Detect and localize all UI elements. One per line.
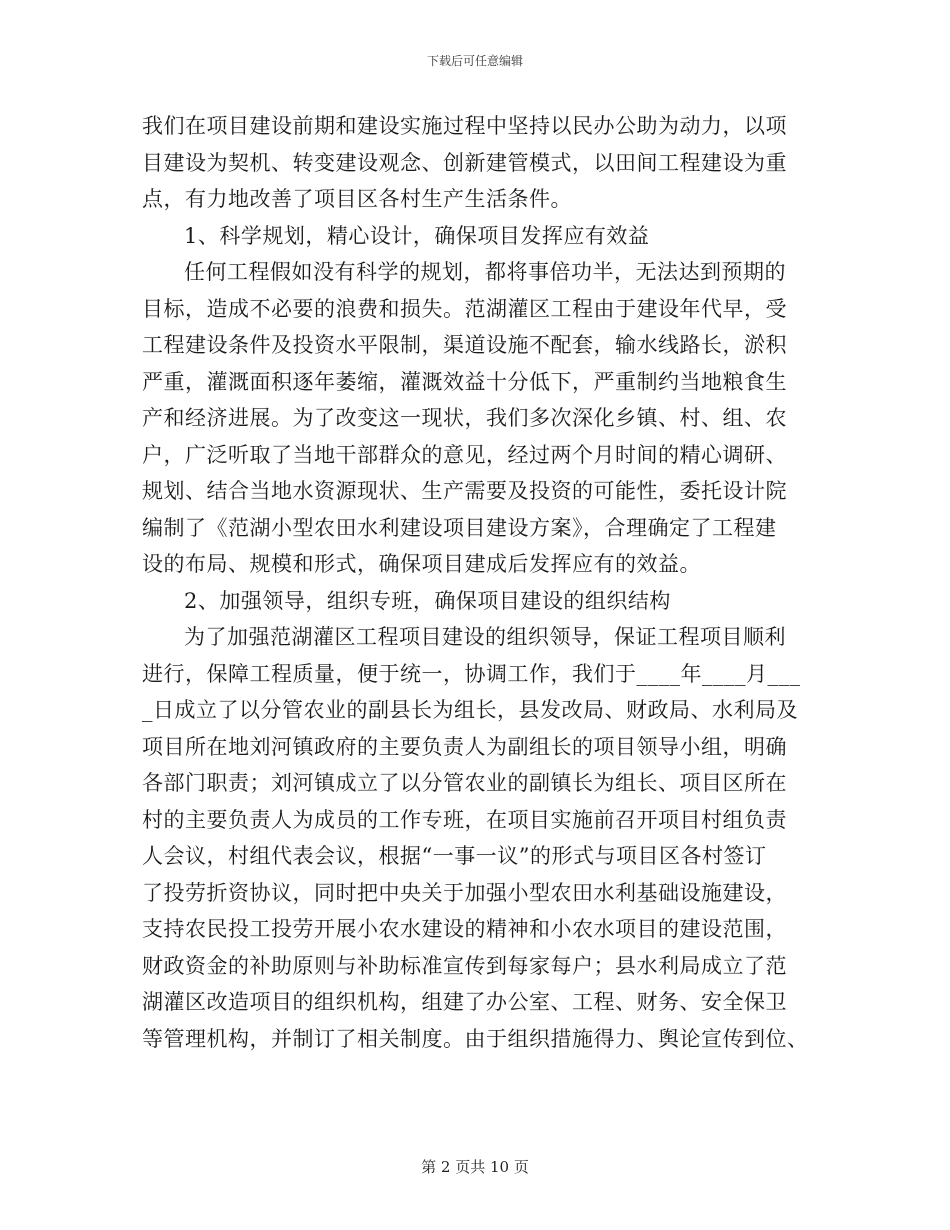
body-line: 支持农民投工投劳开展小农水建设的精神和小农水项目的建设范围， xyxy=(142,917,787,941)
body-line: 我们在项目建设前期和建设实施过程中坚持以民办公助为动力，以项 xyxy=(142,114,787,138)
body-line: 规划、结合当地水资源现状、生产需要及投资的可能性，委托设计院 xyxy=(142,479,787,503)
body-line: 项目所在地刘河镇政府的主要负责人为副组长的项目领导小组，明确 xyxy=(142,734,787,759)
section-heading-2: 2、加强领导，组织专班，确保项目建设的组织结构 xyxy=(184,588,671,613)
body-line: 目建设为契机、转变建设观念、创新建管模式，以田间工程建设为重 xyxy=(142,150,787,175)
body-line: 湖灌区改造项目的组织机构，组建了办公室、工程、财务、安全保卫 xyxy=(142,990,787,1014)
body-line: 目标，造成不必要的浪费和损失。范湖灌区工程由于建设年代早，受 xyxy=(142,296,787,321)
document-body xyxy=(142,108,808,1057)
page-number-footer: 第 2 页共 10 页 xyxy=(421,1158,529,1176)
body-line: 等管理机构，并制订了相关制度。由于组织措施得力、舆论宣传到位、 xyxy=(142,1026,809,1051)
body-line: 了投劳折资协议，同时把中央关于加强小型农田水利基础设施建设， xyxy=(142,880,787,905)
section-heading-1: 1、科学规划，精心设计，确保项目发挥应有效益 xyxy=(184,223,650,248)
body-line: 人会议，村组代表会议，根据“一事一议”的形式与项目区各村签订 xyxy=(142,844,767,868)
body-line: _日成立了以分管农业的副县长为组长，县发改局、财政局、水利局及 xyxy=(142,698,798,722)
body-line: 工程建设条件及投资水平限制，渠道设施不配套，输水线路长，淤积 xyxy=(142,333,787,357)
body-line: 点，有力地改善了项目区各村生产生活条件。 xyxy=(142,187,572,211)
body-line: 财政资金的补助原则与补助标准宣传到每家每户；县水利局成立了范 xyxy=(142,953,787,978)
body-line: 编制了《范湖小型农田水利建设项目建设方案》，合理确定了工程建 xyxy=(142,515,777,540)
body-line: 产和经济进展。为了改变这一现状，我们多次深化乡镇、村、组、农 xyxy=(142,406,787,430)
body-line: 任何工程假如没有科学的规划，都将事倍功半，无法达到预期的 xyxy=(184,260,786,284)
body-line: 各部门职责；刘河镇成立了以分管农业的副镇长为组长、项目区所在 xyxy=(142,771,787,795)
page-header: 下载后可任意编辑 xyxy=(426,54,523,68)
body-line: 进行，保障工程质量，便于统一，协调工作，我们于____年____月___ xyxy=(142,661,801,686)
body-line: 严重，灌溉面积逐年萎缩，灌溉效益十分低下，严重制约当地粮食生 xyxy=(142,369,787,394)
body-line: 为了加强范湖灌区工程项目建设的组织领导，保证工程项目顺利 xyxy=(184,625,786,649)
body-line: 设的布局、规模和形式，确保项目建成后发挥应有的效益。 xyxy=(142,552,701,576)
body-line: 户，广泛听取了当地干部群众的意见，经过两个月时间的精心调研、 xyxy=(142,442,787,467)
body-line: 村的主要负责人为成员的工作专班，在项目实施前召开项目村组负责 xyxy=(142,807,787,832)
